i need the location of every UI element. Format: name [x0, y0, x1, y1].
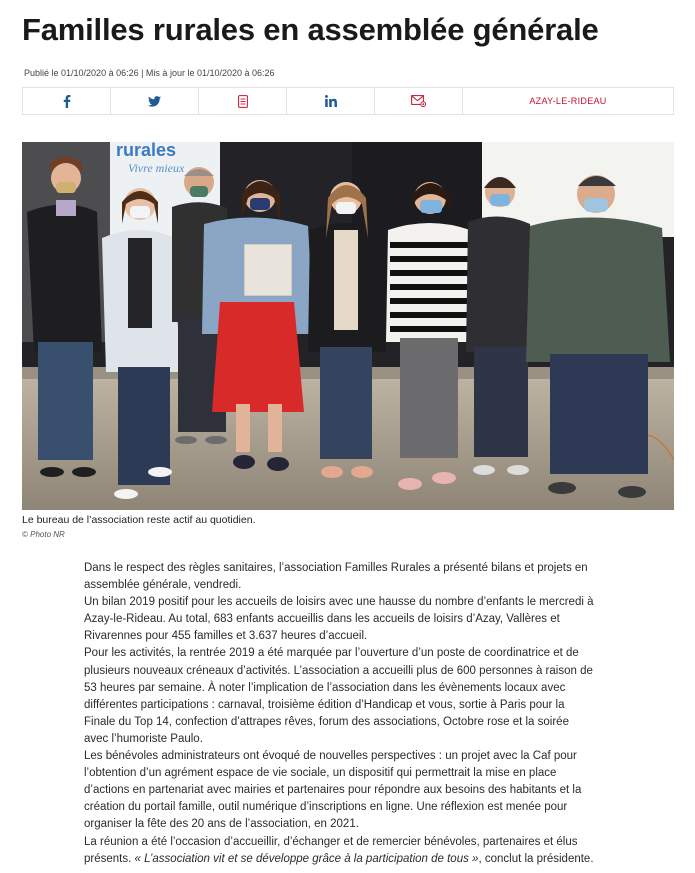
photo-credit: © Photo NR	[22, 530, 65, 539]
paragraph-text: , conclut la présidente.	[478, 852, 594, 865]
share-email-button[interactable]	[375, 88, 463, 114]
banner-slogan: Vivre mieux	[128, 161, 185, 175]
paragraph-text: La réunion a été l’occasion d’accueillir, d’échanger et de remercier bénévoles, partenaires et élus présents.	[84, 835, 578, 865]
location-tag-link[interactable]: AZAY-LE-RIDEAU	[463, 88, 674, 114]
twitter-icon	[148, 96, 161, 107]
article-body	[84, 560, 596, 868]
share-bar	[22, 87, 674, 115]
person-7	[466, 177, 534, 475]
article-paragraph: Dans le respect des règles sanitaires, l’association Familles Rurales a présenté bilans et projets en assemblée générale, vendredi.	[84, 562, 588, 592]
share-linkedin-button[interactable]	[287, 88, 375, 114]
share-facebook-button[interactable]	[23, 88, 111, 114]
photo-caption: Le bureau de l’association reste actif au quotidien.	[22, 514, 256, 526]
article-paragraph: Un bilan 2019 positif pour les accueils de loisirs avec une hausse du nombre d’enfants le mercredi à Azay-le-Rideau. Au total, 683 enfants accueillis dans les accueils de loisirs d’Azay, Vallères et Rivarennes pour 455 familles et 3.637 heures d’accueil.	[84, 596, 594, 643]
article-photo	[22, 142, 674, 510]
article-paragraph: Pour les activités, la rentrée 2019 a été marquée par l’ouverture d’un poste de coordinatrice et de plusieurs nouveaux créneaux d’activités. L’association a accueilli plus de 600 personnes à raison de 53 heures par semaine. À noter l’implication de l’association dans les évènements locaux avec différentes participations : carnaval, troisième édition d’Handicap et vous, sortie à Paris pour la Finale du Top 14, confection d’attrapes rêves, forum des associations, Octobre rose et la soirée avec l’humoriste Paulo.	[84, 647, 593, 745]
print-button[interactable]	[199, 88, 287, 114]
facebook-icon	[63, 95, 71, 108]
email-icon	[411, 95, 426, 107]
share-twitter-button[interactable]	[111, 88, 199, 114]
article-paragraph: Les bénévoles administrateurs ont évoqué de nouvelles perspectives : un projet avec la Caf pour l’obtention d’un agrément espace de vie sociale, un dispositif qui permettrait la mise en place d’actions en partenariat avec mairies et partenaires pour répondre aux besoins des habitants et la création du portail famille, outil numérique d’inscriptions en ligne. Une réflexion est menée pour organiser la fête des 20 ans de l’association, en 2021.	[84, 750, 582, 831]
linkedin-icon	[325, 95, 337, 107]
article-title: Familles rurales en assemblée générale	[22, 12, 599, 47]
president-quote: « L’association vit et se développe grâce à la participation de tous »	[134, 852, 479, 865]
group-photo-illustration	[22, 142, 674, 510]
publication-date: Publié le 01/10/2020 à 06:26 | Mis à jour le 01/10/2020 à 06:26	[24, 68, 275, 78]
banner-text: rurales	[116, 142, 177, 160]
print-icon	[238, 95, 248, 108]
article-paragraph-last	[84, 834, 596, 868]
